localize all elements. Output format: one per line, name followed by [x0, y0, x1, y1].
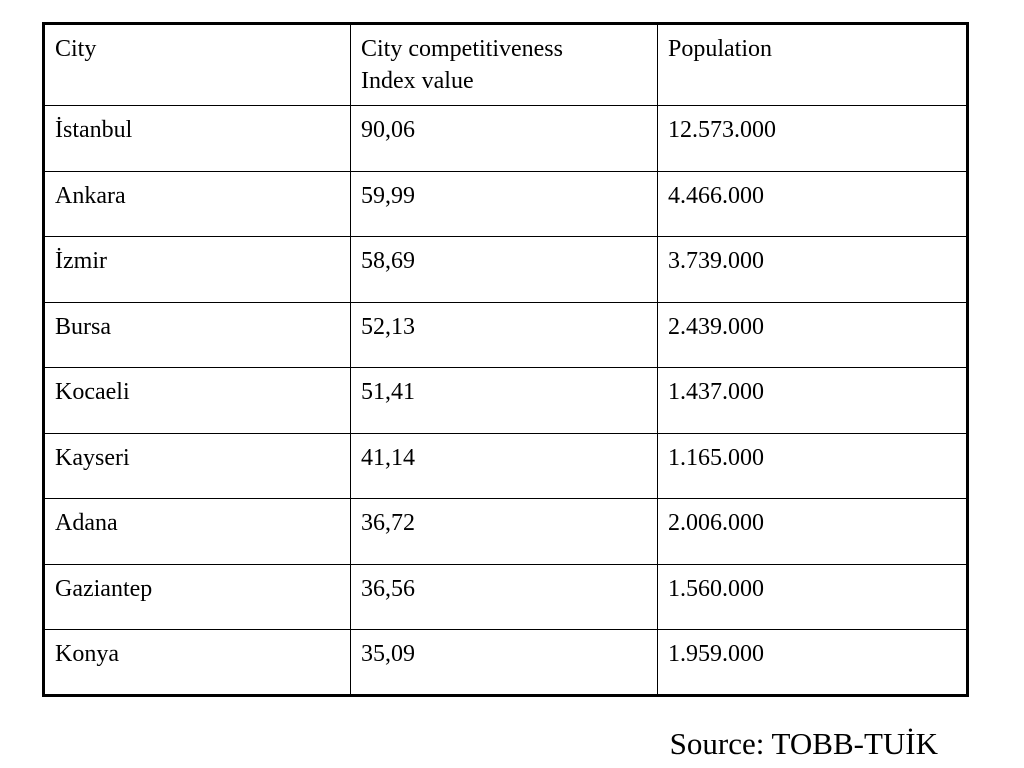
header-index-value [351, 24, 658, 106]
table-row [44, 630, 968, 696]
cell-index: 41,14 [351, 433, 658, 499]
cell-population: 12.573.000 [658, 106, 968, 172]
table-row [44, 499, 968, 565]
cell-city: Kayseri [44, 433, 351, 499]
cell-population: 1.165.000 [658, 433, 968, 499]
cell-index: 59,99 [351, 171, 658, 237]
cell-city: Konya [44, 630, 351, 696]
table-row [44, 106, 968, 172]
table-row [44, 564, 968, 630]
cell-index: 51,41 [351, 368, 658, 434]
table-row [44, 433, 968, 499]
source-caption: Source: TOBB-TUİK [669, 726, 938, 761]
cell-population: 1.560.000 [658, 564, 968, 630]
header-index-line-2: Index value [361, 68, 474, 94]
cell-city: Bursa [44, 302, 351, 368]
cell-city: İstanbul [44, 106, 351, 172]
cell-city: Gaziantep [44, 564, 351, 630]
table-row [44, 171, 968, 237]
cell-index: 36,72 [351, 499, 658, 565]
table-row [44, 368, 968, 434]
cell-index: 35,09 [351, 630, 658, 696]
table-row [44, 302, 968, 368]
cell-city: Kocaeli [44, 368, 351, 434]
cell-index: 52,13 [351, 302, 658, 368]
cell-population: 1.437.000 [658, 368, 968, 434]
cell-city: Adana [44, 499, 351, 565]
city-competitiveness-table [42, 22, 969, 697]
cell-city: İzmir [44, 237, 351, 303]
cell-population: 2.006.000 [658, 499, 968, 565]
cell-population: 4.466.000 [658, 171, 968, 237]
cell-index: 58,69 [351, 237, 658, 303]
header-population: Population [658, 24, 968, 106]
table-row [44, 237, 968, 303]
cell-index: 36,56 [351, 564, 658, 630]
cell-population: 2.439.000 [658, 302, 968, 368]
cell-population: 1.959.000 [658, 630, 968, 696]
header-city: City [44, 24, 351, 106]
cell-index: 90,06 [351, 106, 658, 172]
cell-city: Ankara [44, 171, 351, 237]
table-header-row [44, 24, 968, 106]
header-index-line-1: City competitiveness [361, 36, 563, 62]
cell-population: 3.739.000 [658, 237, 968, 303]
